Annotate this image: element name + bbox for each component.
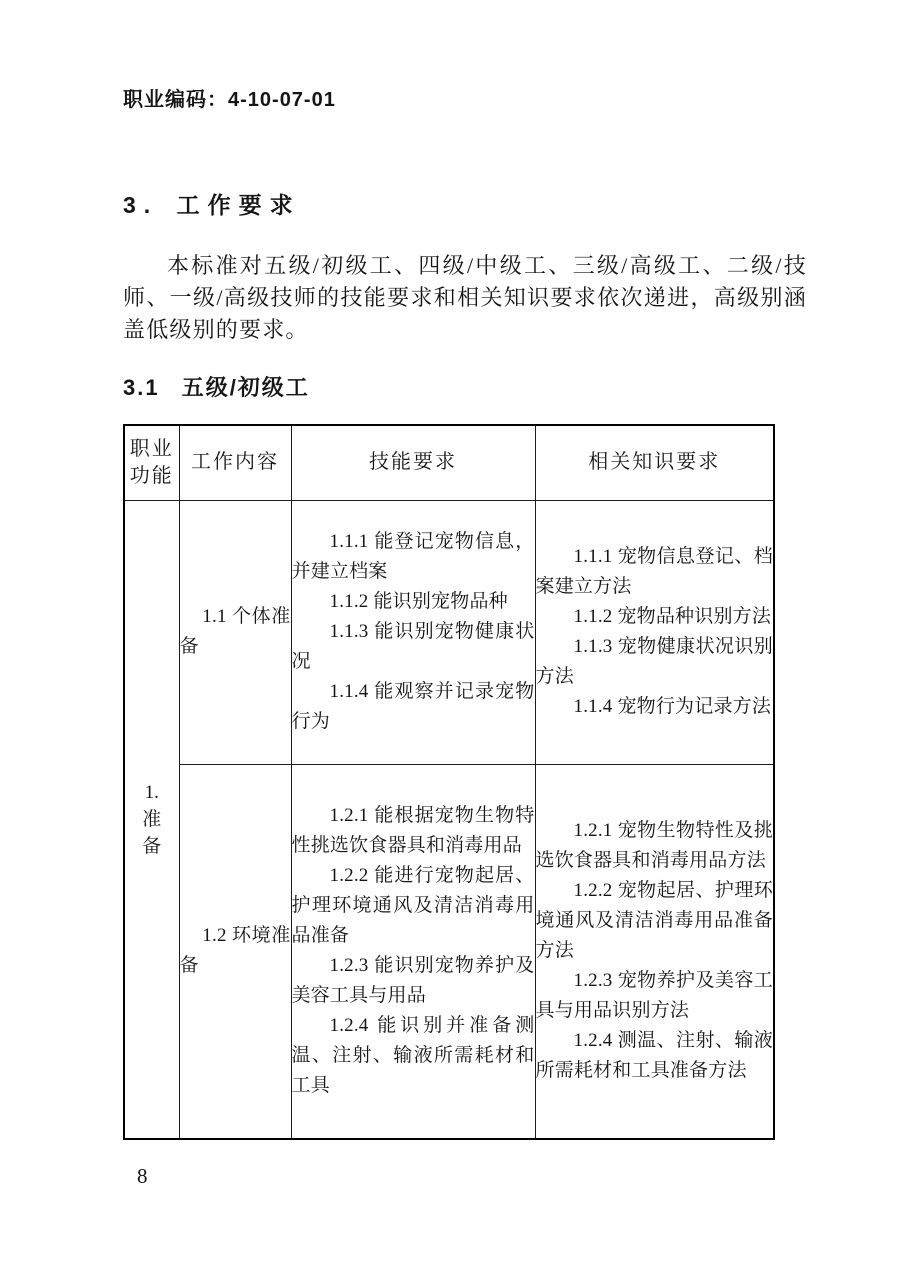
knowledge-item: 1.2.2 宠物起居、护理环境通风及清洁消毒用品准备方法 — [535, 880, 773, 962]
task-label: 1.2 环境准备 — [179, 925, 291, 977]
intro-paragraph: 本标准对五级/初级工、四级/中级工、三级/高级工、二级/技师、一级/高级技师的技能要求和相关知识要求依次递进，高级别涵盖低级别的要求。 — [123, 253, 807, 342]
function-label: 1. 准备 — [142, 781, 162, 857]
knowledge-item: 1.1.4 宠物行为记录方法 — [573, 696, 772, 717]
col-header-skills: 技能要求 — [291, 425, 535, 500]
skill-item: 1.1.2 能识别宠物品种 — [329, 591, 508, 612]
knowledge-item: 1.2.4 测温、注射、输液所需耗材和工具准备方法 — [535, 1030, 773, 1082]
page-number: 8 — [137, 1164, 148, 1188]
knowledge-item: 1.1.3 宠物健康状况识别方法 — [535, 636, 773, 687]
knowledge-item: 1.1.2 宠物品种识别方法 — [573, 606, 772, 627]
table-row — [124, 500, 774, 764]
col-header-function: 职业功能 — [124, 425, 179, 500]
requirements-table — [123, 424, 775, 1140]
skill-item: 1.1.1 能登记宠物信息，并建立档案 — [291, 531, 535, 582]
task-cell — [179, 500, 291, 764]
skill-item: 1.2.1 能根据宠物生物特性挑选饮食器具和消毒用品 — [291, 805, 535, 857]
skill-item: 1.1.3 能识别宠物健康状况 — [291, 621, 535, 672]
table-row — [124, 764, 774, 1139]
knowledge-item: 1.2.1 宠物生物特性及挑选饮食器具和消毒用品方法 — [535, 820, 773, 872]
knowledge-cell — [535, 764, 774, 1139]
skills-cell — [291, 500, 535, 764]
function-cell — [124, 500, 179, 1139]
occupation-code: 职业编码：4-10-07-01 — [123, 89, 336, 111]
subsection-heading: 3.1 五级/初级工 — [123, 375, 310, 400]
task-cell — [179, 764, 291, 1139]
knowledge-cell — [535, 500, 774, 764]
col-header-task: 工作内容 — [179, 425, 291, 500]
knowledge-item: 1.2.3 宠物养护及美容工具与用品识别方法 — [535, 970, 773, 1022]
skill-item: 1.2.4 能识别并准备测温、注射、输液所需耗材和工具 — [291, 1015, 535, 1097]
skill-item: 1.1.4 能观察并记录宠物行为 — [291, 681, 535, 732]
task-label: 1.1 个体准备 — [179, 606, 291, 657]
skill-item: 1.2.3 能识别宠物养护及美容工具与用品 — [291, 955, 535, 1007]
col-header-knowledge: 相关知识要求 — [535, 425, 774, 500]
skills-cell — [291, 764, 535, 1139]
knowledge-item: 1.1.1 宠物信息登记、档案建立方法 — [535, 546, 773, 597]
table-header-row — [124, 425, 774, 500]
section-heading: 3. 工作要求 — [123, 192, 301, 218]
skill-item: 1.2.2 能进行宠物起居、护理环境通风及清洁消毒用品准备 — [291, 865, 535, 947]
